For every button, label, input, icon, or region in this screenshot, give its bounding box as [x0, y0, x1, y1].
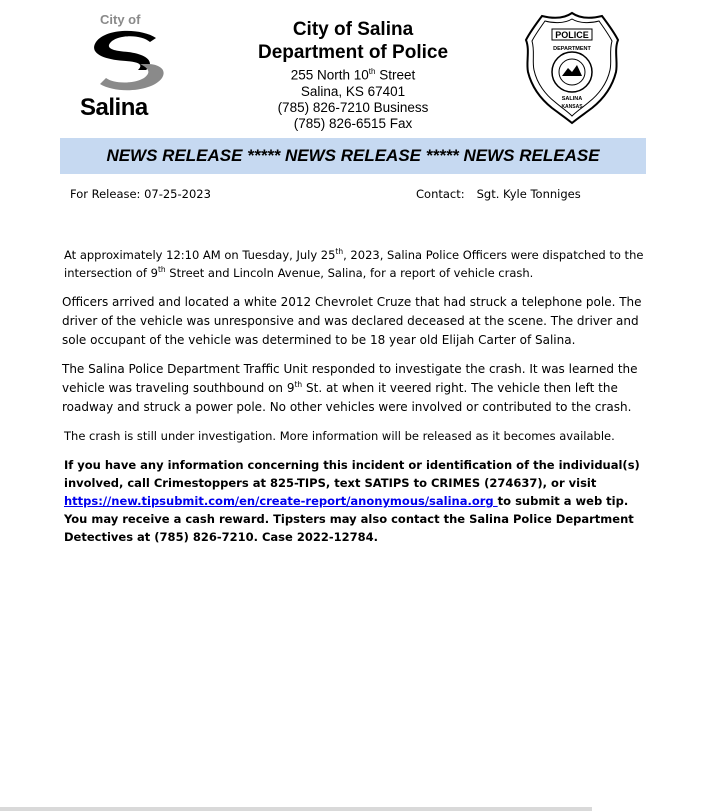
- contact-label: Contact:: [416, 187, 465, 201]
- paragraph-under-investigation: The crash is still under investigation. More information will be released as it becomes available.: [64, 429, 615, 443]
- p3-text-b: St. at when it veered right. The vehicle then left the roadway and struck a power pole. No other vehicles were involved or contributed to the crash.: [62, 381, 632, 414]
- phone-fax: (785) 826-6515 Fax: [293, 115, 413, 131]
- badge-city-text: SALINA: [561, 96, 583, 102]
- p5-text-b: to submit a web tip. You may receive a cash reward. Tipsters may also contact the Salina Police Department Detectives at (785) 826-7210. Case 2022-12784.: [64, 494, 634, 544]
- release-date: For Release: 07-25-2023: [70, 187, 211, 201]
- p3-ordinal: th: [294, 380, 303, 389]
- department-header: [240, 18, 466, 132]
- p1-text-c: Street and Lincoln Avenue, Salina, for a report of vehicle crash.: [165, 266, 534, 280]
- police-badge-icon: [522, 10, 622, 126]
- badge-state-text: KANSAS: [561, 104, 583, 110]
- phone-business: (785) 826-7210 Business: [277, 99, 429, 115]
- paragraph-traffic-unit: [62, 360, 646, 417]
- logo-city-of-text: City of: [100, 12, 141, 27]
- p1-text-a: At approximately 12:10 AM on Tuesday, July 25: [64, 248, 336, 262]
- p3-text-a: The Salina Police Department Traffic Unit responded to investigate the crash. It was learned the vehicle was traveling southbound on 9: [62, 362, 638, 395]
- city-state-zip: Salina, KS 67401: [300, 83, 406, 99]
- street-name: Street: [375, 67, 416, 83]
- paragraph-dispatch: [64, 246, 644, 282]
- news-release-banner: NEWS RELEASE ***** NEWS RELEASE ***** NEWS RELEASE: [60, 138, 646, 174]
- p5-text-a: If you have any information concerning this incident or identification of the individual(s) involved, call Crimestoppers at 825-TIPS, text SATIPS to CRIMES (274637), or visit: [64, 458, 640, 490]
- street-address: [240, 64, 466, 84]
- badge-department-text: DEPARTMENT: [553, 46, 591, 52]
- contact-name: Sgt. Kyle Tonniges: [476, 187, 581, 201]
- bottom-rule: [0, 807, 592, 811]
- contact-line: [416, 187, 581, 201]
- p1-ordinal-2: th: [157, 265, 166, 275]
- p1-ordinal-1: th: [335, 247, 344, 257]
- org-name-line2: Department of Police: [257, 42, 449, 63]
- p1-text-b: , 2023, Salina Police Officers were dispatched to the intersection of 9: [64, 248, 644, 280]
- salina-s-swoosh-icon: [86, 28, 170, 94]
- paragraph-tip-info: [64, 456, 644, 546]
- street-number: 255 North 10: [290, 67, 369, 83]
- logo-wordmark: Salina: [80, 94, 148, 121]
- org-name-line1: City of Salina: [292, 19, 414, 40]
- paragraph-officers-arrived: Officers arrived and located a white 2012 Chevrolet Cruze that had struck a telephone pole. The driver of the vehicle was unresponsive and was declared deceased at the scene. The driver and sole occupant of the vehicle was determined to be 18 year old Elijah Carter of Salina.: [62, 295, 642, 347]
- tipsubmit-link[interactable]: https://new.tipsubmit.com/en/create-report/anonymous/salina.org: [64, 494, 498, 508]
- street-ordinal: th: [368, 67, 376, 76]
- badge-police-text: POLICE: [555, 30, 589, 40]
- city-of-salina-logo: [80, 12, 176, 120]
